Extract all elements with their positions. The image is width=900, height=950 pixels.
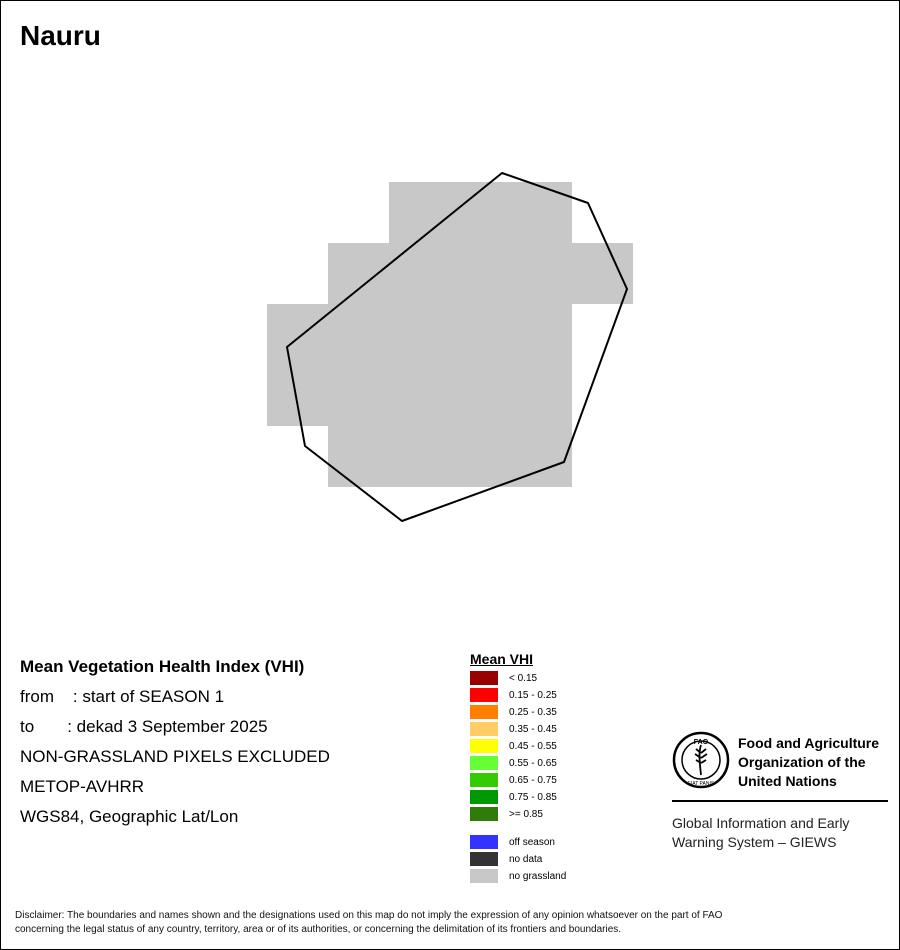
legend-title: Mean VHI [470,651,534,667]
period-from: from : start of SEASON 1 [20,687,225,706]
legend-swatch [470,705,498,719]
legend-swatch [470,807,498,821]
map-info [20,656,330,836]
legend-label: 0.45 - 0.55 [509,740,557,752]
legend-item [470,705,557,719]
legend-item [470,807,543,821]
legend-item [470,869,566,883]
disclaimer-line1: Disclaimer: The boundaries and names shown and the designations used on this map do not imply the expression of any opinion whatsoever on the part of FAO [15,910,723,921]
fao-emblem-icon [672,731,730,789]
legend-label: >= 0.85 [509,808,543,820]
giews-label [672,814,849,852]
svg-text:FIAT PANIS: FIAT PANIS [687,781,715,787]
fao-name-line1: Food and Agriculture [738,735,880,751]
legend-label: no grassland [509,870,567,882]
legend-item [470,756,557,770]
legend-label: off season [509,836,555,848]
legend [470,651,567,882]
projection-info: WGS84, Geographic Lat/Lon [20,807,239,826]
legend-swatch [470,852,498,866]
legend-item [470,688,557,702]
legend-swatch [470,869,498,883]
legend-label: 0.65 - 0.75 [509,774,557,786]
fao-name-line3: United Nations [738,773,837,789]
no-grassland-pixels [267,182,633,487]
legend-label: 0.75 - 0.85 [509,791,557,803]
legend-swatch [470,790,498,804]
sensor-name: METOP-AVHRR [20,777,145,796]
exclusion-note: NON-GRASSLAND PIXELS EXCLUDED [20,747,330,766]
fao-name-line2: Organization of the [738,754,866,770]
svg-text:FAO: FAO [693,739,709,746]
disclaimer [15,909,722,937]
legend-swatch [470,671,498,685]
legend-swatch [470,739,498,753]
legend-label: 0.55 - 0.65 [509,757,557,769]
logo-divider [672,800,888,802]
legend-item [470,722,557,736]
giews-line2: Warning System – GIEWS [672,834,837,850]
legend-item [470,835,555,849]
legend-swatch [470,773,498,787]
legend-swatch [470,688,498,702]
disclaimer-line2: concerning the legal status of any country, territory, area or of its authorities, or concerning the delimitation of its frontiers and boundaries. [15,924,622,935]
legend-item [470,852,542,866]
legend-label: 0.35 - 0.45 [509,723,557,735]
legend-item [470,773,557,787]
legend-swatch [470,835,498,849]
legend-label: < 0.15 [509,672,538,684]
legend-item [470,671,537,685]
legend-label: no data [509,853,543,865]
legend-label: 0.25 - 0.35 [509,706,557,718]
legend-item [470,790,557,804]
legend-swatch [470,722,498,736]
legend-item [470,739,557,753]
legend-swatch [470,756,498,770]
period-to: to : dekad 3 September 2025 [20,717,268,736]
index-heading: Mean Vegetation Health Index (VHI) [20,657,305,676]
giews-line1: Global Information and Early [672,815,850,831]
legend-label: 0.15 - 0.25 [509,689,557,701]
map-title: Nauru [20,20,101,51]
